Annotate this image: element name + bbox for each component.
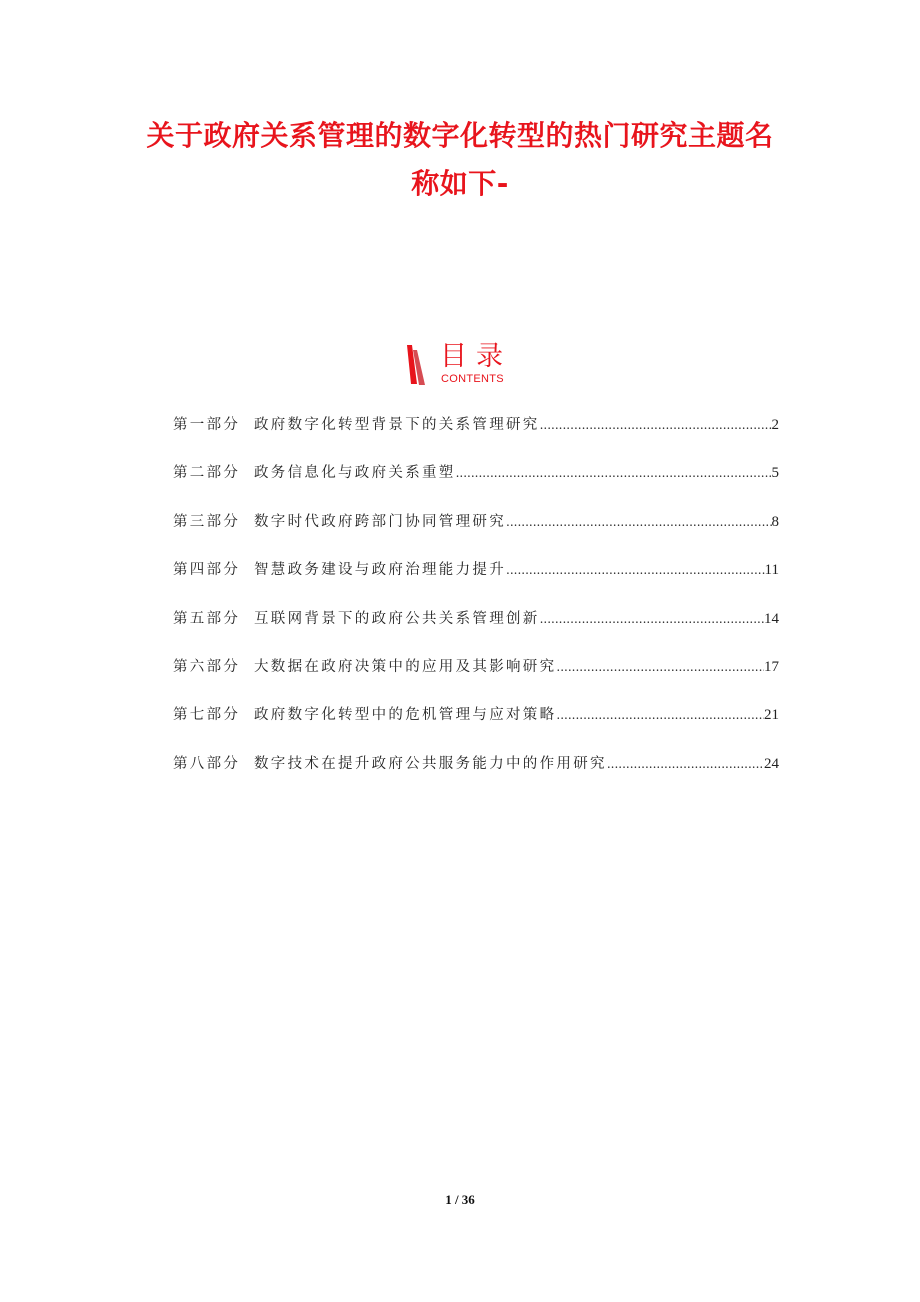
toc-entry-title: 政府数字化转型背景下的关系管理研究	[254, 417, 540, 433]
toc-dot-leader	[506, 510, 772, 534]
toc-entry[interactable]	[173, 558, 779, 582]
toc-entry-page-number: 17	[764, 658, 779, 675]
toc-entry-page-number: 5	[771, 465, 779, 482]
toc-entry[interactable]	[173, 752, 779, 776]
toc-title: 目录	[440, 341, 512, 372]
page-indicator: 1 / 36	[445, 1192, 475, 1207]
toc-entry-title: 政府数字化转型中的危机管理与应对策略	[254, 707, 557, 724]
toc-entry[interactable]	[173, 461, 779, 485]
toc-entry-title: 大数据在政府决策中的应用及其影响研究	[254, 658, 557, 675]
toc-entry-part: 第一部分	[173, 417, 241, 433]
toc-entry[interactable]	[173, 510, 779, 534]
toc-entry-page-number: 21	[764, 707, 779, 724]
toc-bookmark-icon	[405, 344, 427, 386]
toc-dot-leader	[556, 703, 764, 727]
toc-entry[interactable]	[173, 655, 779, 679]
toc-entry[interactable]	[173, 703, 779, 727]
toc-dot-leader	[506, 558, 765, 582]
toc-entry-part: 第三部分	[173, 513, 241, 530]
toc-entry-page-number: 8	[771, 513, 779, 530]
toc-entry-part: 第四部分	[173, 562, 241, 579]
toc-entry-part: 第八部分	[173, 755, 241, 772]
toc-entry-part: 第二部分	[173, 465, 241, 482]
toc-entry-title: 数字时代政府跨部门协同管理研究	[254, 513, 506, 530]
toc-entry-part: 第七部分	[173, 707, 241, 724]
document-title	[110, 112, 810, 208]
toc-entry-page-number: 2	[771, 417, 779, 433]
toc-entry-title: 互联网背景下的政府公共关系管理创新	[254, 610, 540, 627]
toc-heading	[0, 340, 920, 390]
toc-entry-page-number: 14	[764, 610, 779, 627]
document-title-line-1: 关于政府关系管理的数字化转型的热门研究主题名	[146, 119, 774, 152]
toc-entry-part: 第六部分	[173, 658, 241, 675]
toc-entry-title: 政务信息化与政府关系重塑	[254, 465, 456, 482]
toc-entry-title: 数字技术在提升政府公共服务能力中的作用研究	[254, 755, 607, 772]
toc-entry-title: 智慧政务建设与政府治理能力提升	[254, 562, 506, 579]
toc-dot-leader	[456, 461, 772, 485]
document-title-line-2: 称如下-	[411, 167, 509, 200]
toc-entry-part: 第五部分	[173, 610, 241, 627]
toc-dot-leader	[556, 655, 764, 679]
table-of-contents	[173, 413, 779, 800]
toc-subtitle: CONTENTS	[441, 373, 504, 385]
toc-entry[interactable]	[173, 413, 779, 437]
toc-entry-page-number: 11	[764, 562, 779, 579]
toc-entry[interactable]	[173, 607, 779, 631]
toc-entry-page-number: 24	[764, 755, 779, 772]
toc-dot-leader	[607, 752, 764, 776]
toc-dot-leader	[540, 413, 772, 437]
toc-dot-leader	[540, 607, 764, 631]
